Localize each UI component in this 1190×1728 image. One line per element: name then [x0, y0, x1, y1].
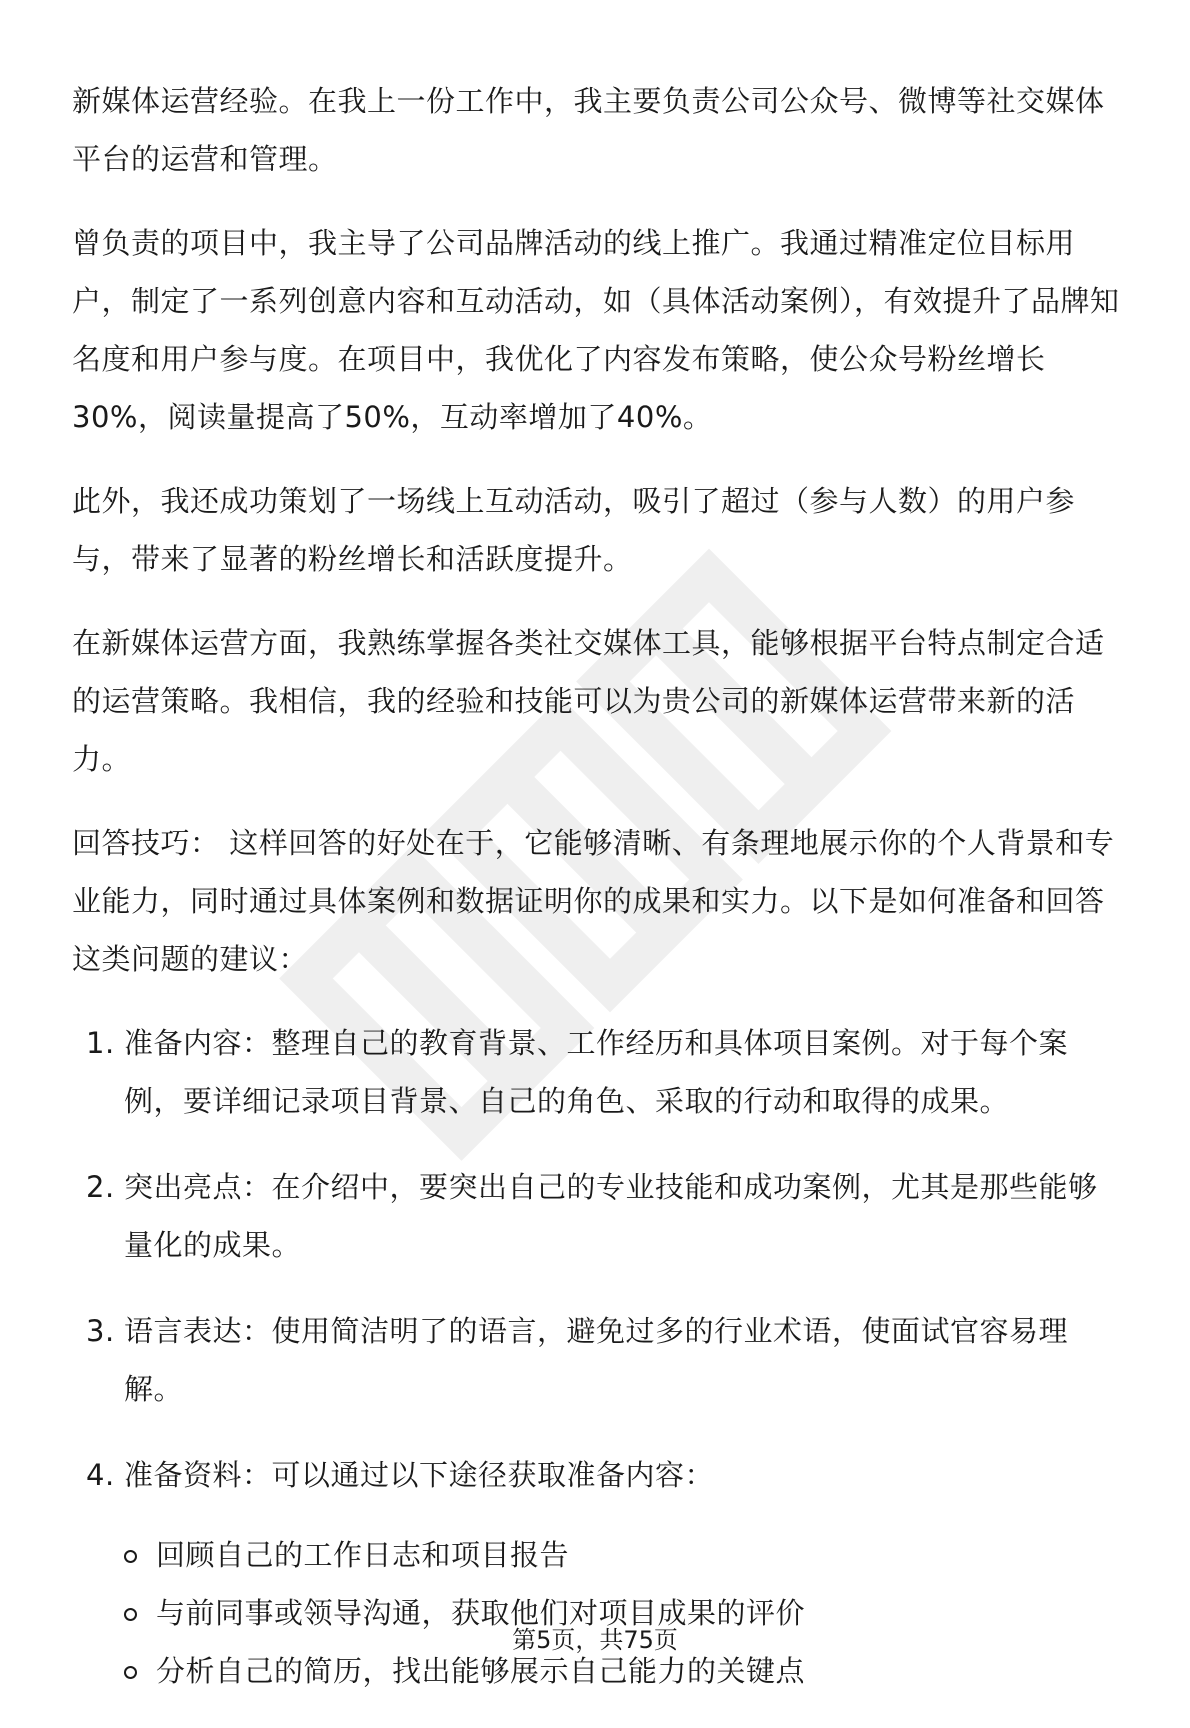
sublist-item-text: 与前同事或领导沟通，获取他们对项目成果的评价: [156, 1596, 806, 1630]
paragraph: 新媒体运营经验。在我上一份工作中，我主要负责公司公众号、微博等社交媒体平台的运营和管理。: [72, 84, 1105, 176]
list-number: 1.: [86, 1026, 115, 1060]
sublist-item-text: 回顾自己的工作日志和项目报告: [156, 1538, 570, 1572]
paragraph: 曾负责的项目中，我主导了公司品牌活动的线上推广。我通过精准定位目标用户，制定了一系列创意内容和互动活动，如（具体活动案例），有效提升了品牌知名度和用户参与度。在项目中，我优化了内容发布策略，使公众号粉丝增长30%，阅读量提高了50%，互动率增加了40%。: [72, 226, 1120, 434]
list-item: [72, 1302, 1122, 1418]
list-item-text: 准备资料：可以通过以下途径获取准备内容：: [124, 1458, 715, 1492]
numbered-list: [72, 1014, 1122, 1700]
list-item-text: 突出亮点：在介绍中，要突出自己的专业技能和成功案例，尤其是那些能够量化的成果。: [124, 1170, 1098, 1262]
list-item-text: 准备内容：整理自己的教育背景、工作经历和具体项目案例。对于每个案例，要详细记录项目背景、自己的角色、采取的行动和取得的成果。: [124, 1026, 1069, 1118]
list-item-text: 语言表达：使用简洁明了的语言，避免过多的行业术语，使面试官容易理解。: [124, 1314, 1069, 1406]
circle-bullet-icon: [124, 1666, 137, 1679]
list-number: 3.: [86, 1314, 115, 1348]
list-item: [72, 1158, 1122, 1274]
document-body: [72, 72, 1122, 1728]
sublist-item-text: 分析自己的简历，找出能够展示自己能力的关键点: [156, 1654, 806, 1688]
page-footer: 第5页，共75页: [512, 1626, 678, 1654]
list-item: [72, 1446, 1122, 1700]
list-number: 4.: [86, 1458, 115, 1492]
paragraph: 在新媒体运营方面，我熟练掌握各类社交媒体工具，能够根据平台特点制定合适的运营策略。我相信，我的经验和技能可以为贵公司的新媒体运营带来新的活力。: [72, 626, 1105, 776]
list-item: [72, 1014, 1122, 1130]
paragraph: 此外，我还成功策划了一场线上互动活动，吸引了超过（参与人数）的用户参与，带来了显著的粉丝增长和活跃度提升。: [72, 484, 1076, 576]
list-number: 2.: [86, 1170, 115, 1204]
paragraph: 回答技巧： 这样回答的好处在于，它能够清晰、有条理地展示你的个人背景和专业能力，同时通过具体案例和数据证明你的成果和实力。以下是如何准备和回答这类问题的建议：: [72, 826, 1115, 976]
bullet-sublist: [124, 1526, 1122, 1700]
circle-bullet-icon: [124, 1550, 137, 1563]
sublist-item: [124, 1526, 1122, 1584]
